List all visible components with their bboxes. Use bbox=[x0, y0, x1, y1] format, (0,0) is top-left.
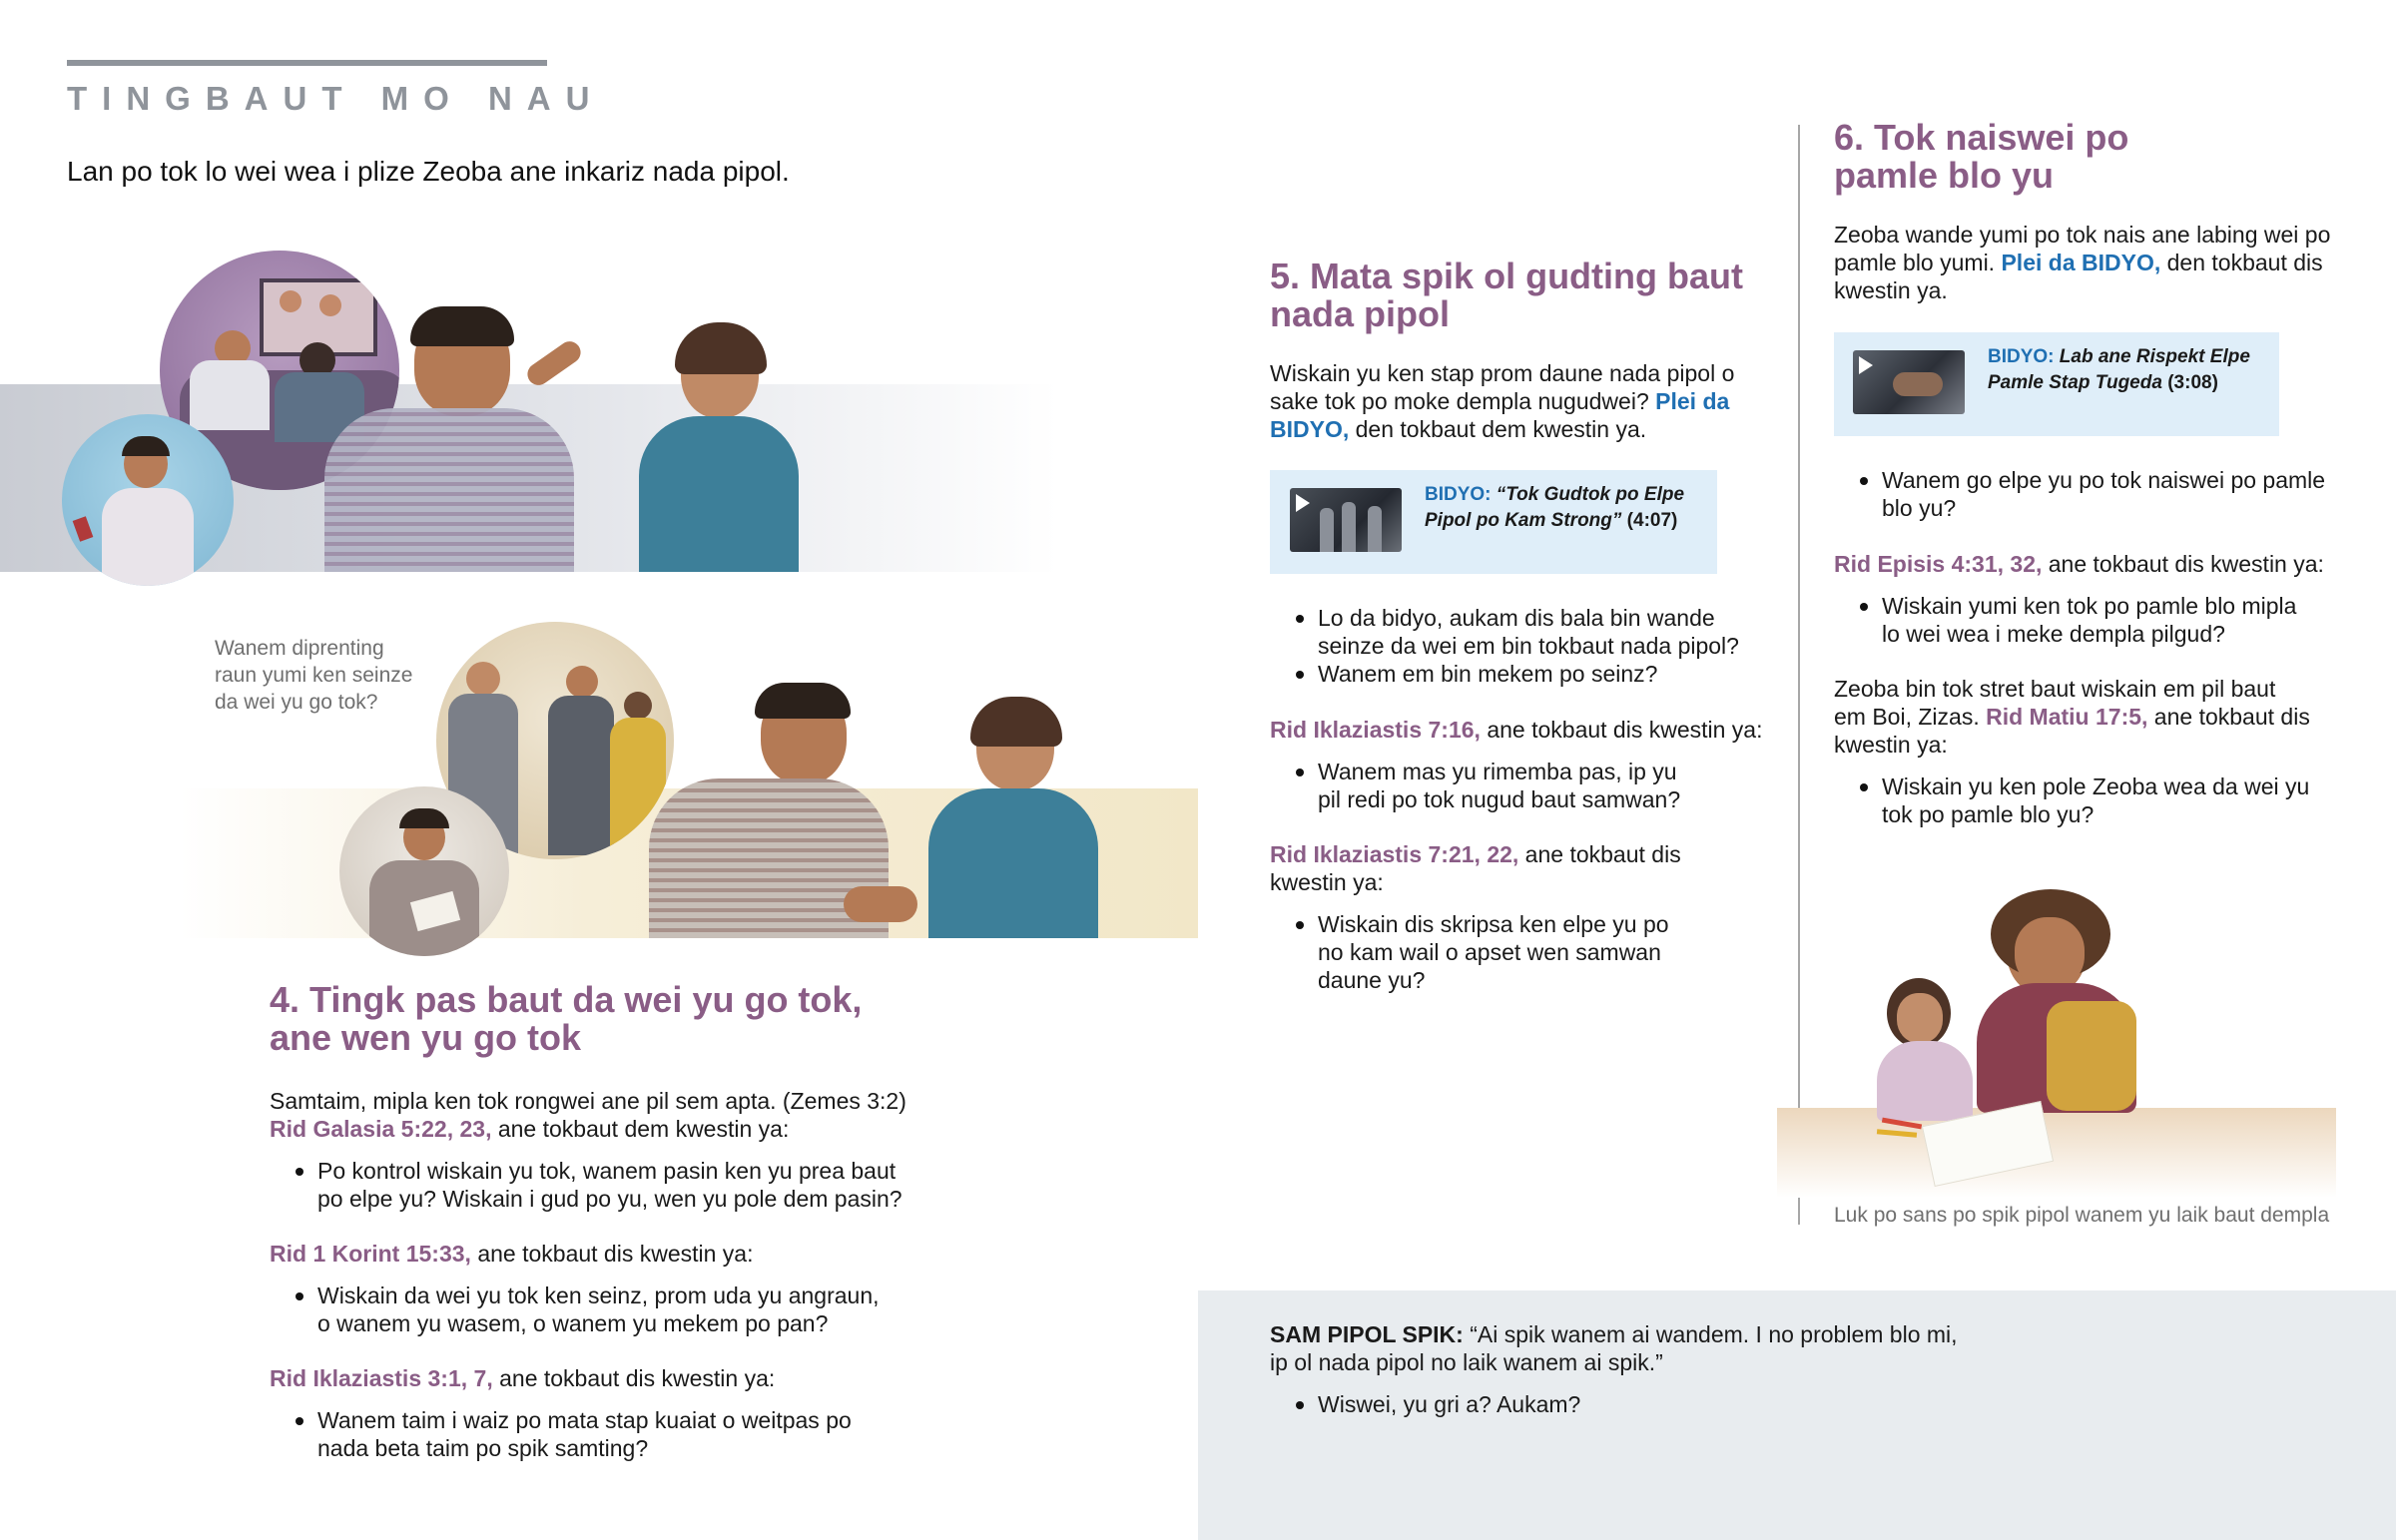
video-thumbnail[interactable] bbox=[1290, 488, 1402, 552]
section-kicker: TINGBAUT MO NAU bbox=[67, 80, 605, 117]
clasped-hands bbox=[844, 886, 917, 922]
section-6 bbox=[1834, 119, 2353, 304]
man-arguing bbox=[304, 312, 604, 572]
reference-line: Rid Iklaziastis 3:1, 7, ane tokbaut dis kwestin ya: bbox=[270, 1365, 776, 1391]
question-item: Lo da bidyo, aukam dis bala bin wande seinze da wei em bin tokbaut nada pipol? bbox=[1270, 604, 1799, 660]
section-4 bbox=[270, 981, 928, 1462]
section-6-body bbox=[1834, 466, 2378, 828]
question-item: Wiskain dis skripsa ken elpe yu po no kam wail o apset wen samwan daune yu? bbox=[1270, 910, 1799, 994]
question-item: Po kontrol wiskain yu tok, wanem pasin ken yu prea baut po elpe yu? Wiskain i gud po yu, wen yu pole dem pasin? bbox=[270, 1157, 928, 1213]
scripture-link-korint[interactable]: Rid 1 Korint 15:33, bbox=[270, 1241, 471, 1267]
quote-text: SAM PIPOL SPIK: “Ai spik wanem ai wandem. I no problem blo mi, ip ol nada pipol no laik wanem ai spik.” bbox=[1270, 1321, 1958, 1375]
question-list bbox=[1834, 466, 2378, 522]
question-item: Wanem go elpe yu po tok naiswei po pamle blo yu? bbox=[1834, 466, 2378, 522]
section-6-paragraph: Zeoba bin tok stret baut wiskain em pil baut em Boi, Zizas. Rid Matiu 17:5, ane tokbaut dis kwestin ya: bbox=[1834, 676, 2310, 758]
header-rule bbox=[67, 60, 547, 66]
question-item: Wanem em bin mekem po seinz? bbox=[1270, 660, 1799, 688]
illustration-caption: Wanem diprenting raun yumi ken seinze da wei yu go tok? bbox=[215, 637, 413, 714]
section-5-body bbox=[1270, 604, 1799, 994]
section-6-heading: 6. Tok naiswei po pamle blo yu bbox=[1834, 117, 2129, 196]
question-list bbox=[1270, 604, 1799, 688]
video-box-tok-gudtok[interactable] bbox=[1270, 470, 1717, 574]
illustration-mother-child bbox=[1777, 883, 2336, 1203]
question-list bbox=[270, 1157, 928, 1213]
scripture-link-iklaziastis-7-21[interactable]: Rid Iklaziastis 7:21, 22, bbox=[1270, 841, 1519, 867]
play-video-link[interactable]: Plei da bbox=[1655, 388, 1730, 414]
play-video-link-cont[interactable]: BIDYO, bbox=[1270, 416, 1350, 442]
some-people-say bbox=[1270, 1320, 2168, 1418]
section-5-heading: 5. Mata spik ol gudting baut nada pipol bbox=[1270, 256, 1744, 334]
question-list bbox=[1270, 1390, 2168, 1418]
reference-line: Rid 1 Korint 15:33, ane tokbaut dis kwestin ya: bbox=[270, 1241, 754, 1267]
table-surface bbox=[1777, 1108, 2336, 1198]
question-item: Wanem mas yu rimemba pas, ip yu pil redi po tok nugud baut samwan? bbox=[1270, 758, 1799, 813]
question-list bbox=[270, 1282, 928, 1337]
reference-line: Rid Iklaziastis 7:16, ane tokbaut dis kwestin ya: bbox=[1270, 717, 1763, 743]
video-thumbnail[interactable] bbox=[1853, 350, 1965, 414]
video-box-lab-ane-rispekt[interactable] bbox=[1834, 332, 2279, 436]
question-item: Wiskain yumi ken tok po pamle blo mipla lo wei wea i meke dempla pilgud? bbox=[1834, 592, 2378, 648]
section-5-intro: Wiskain yu ken stap prom daune nada pipol o sake tok po moke dempla nugudwei? Plei da BIDYO, den tokbaut dem kwestin ya. bbox=[1270, 360, 1735, 442]
scripture-link-iklaziastis-7-16[interactable]: Rid Iklaziastis 7:16, bbox=[1270, 717, 1481, 743]
reference-line: Rid Iklaziastis 7:21, 22, ane tokbaut dis kwestin ya: bbox=[1270, 841, 1681, 895]
question-list bbox=[1270, 910, 1799, 994]
question-item: Wiswei, yu gri a? Aukam? bbox=[1270, 1390, 2168, 1418]
scripture-link-iklaziastis-3[interactable]: Rid Iklaziastis 3:1, 7, bbox=[270, 1365, 493, 1391]
woman-upset bbox=[639, 326, 809, 572]
section-6-intro: Zeoba wande yumi po tok nais ane labing wei po pamle blo yumi. Plei da BIDYO, den tokbaut dis kwestin ya. bbox=[1834, 222, 2331, 303]
video-title[interactable]: BIDYO: “Tok Gudtok po Elpe Pipol po Kam Strong” (4:07) bbox=[1425, 484, 1685, 531]
video-title[interactable]: BIDYO: Lab ane Rispekt Elpe Pamle Stap Tugeda (3:08) bbox=[1988, 346, 2250, 393]
reference-line: Rid Episis 4:31, 32, ane tokbaut dis kwestin ya: bbox=[1834, 551, 2324, 577]
illustration-argument bbox=[0, 235, 1058, 572]
play-video-link[interactable]: Plei da BIDYO, bbox=[2001, 250, 2161, 275]
headphones-circle bbox=[62, 414, 234, 586]
play-icon[interactable] bbox=[1859, 356, 1873, 374]
play-icon[interactable] bbox=[1296, 494, 1310, 512]
scripture-link-matiu[interactable]: Rid Matiu 17:5, bbox=[1986, 704, 2148, 730]
scripture-link-episis[interactable]: Rid Episis 4:31, 32, bbox=[1834, 551, 2043, 577]
question-item: Wanem taim i waiz po mata stap kuaiat o weitpas po nada beta taim po spik samting? bbox=[270, 1406, 928, 1462]
section-4-heading: 4. Tingk pas baut da wei yu go tok, ane wen yu go tok bbox=[270, 979, 863, 1058]
question-item: Wiskain yu ken pole Zeoba wea da wei yu tok po pamle blo yu? bbox=[1834, 772, 2378, 828]
section-4-intro: Samtaim, mipla ken tok rongwei ane pil sem apta. (Zemes 3:2) Rid Galasia 5:22, 23, ane tokbaut dem kwestin ya: bbox=[270, 1088, 906, 1142]
reading-circle bbox=[339, 786, 509, 956]
section-6-caption: Luk po sans po spik pipol wanem yu laik baut dempla bbox=[1834, 1204, 2330, 1227]
woman-calm bbox=[918, 701, 1108, 940]
question-list bbox=[1270, 758, 1799, 813]
scripture-link-galasia[interactable]: Rid Galasia 5:22, 23, bbox=[270, 1116, 492, 1142]
section-5 bbox=[1270, 257, 1789, 443]
question-list bbox=[1834, 592, 2378, 648]
question-list bbox=[270, 1406, 928, 1462]
question-list bbox=[1834, 772, 2378, 828]
question-item: Wiskain da wei yu tok ken seinz, prom uda yu angraun, o wanem yu wasem, o wanem yu mekem po pan? bbox=[270, 1282, 928, 1337]
intro-sentence: Lan po tok lo wei wea i plize Zeoba ane inkariz nada pipol. bbox=[67, 156, 790, 187]
